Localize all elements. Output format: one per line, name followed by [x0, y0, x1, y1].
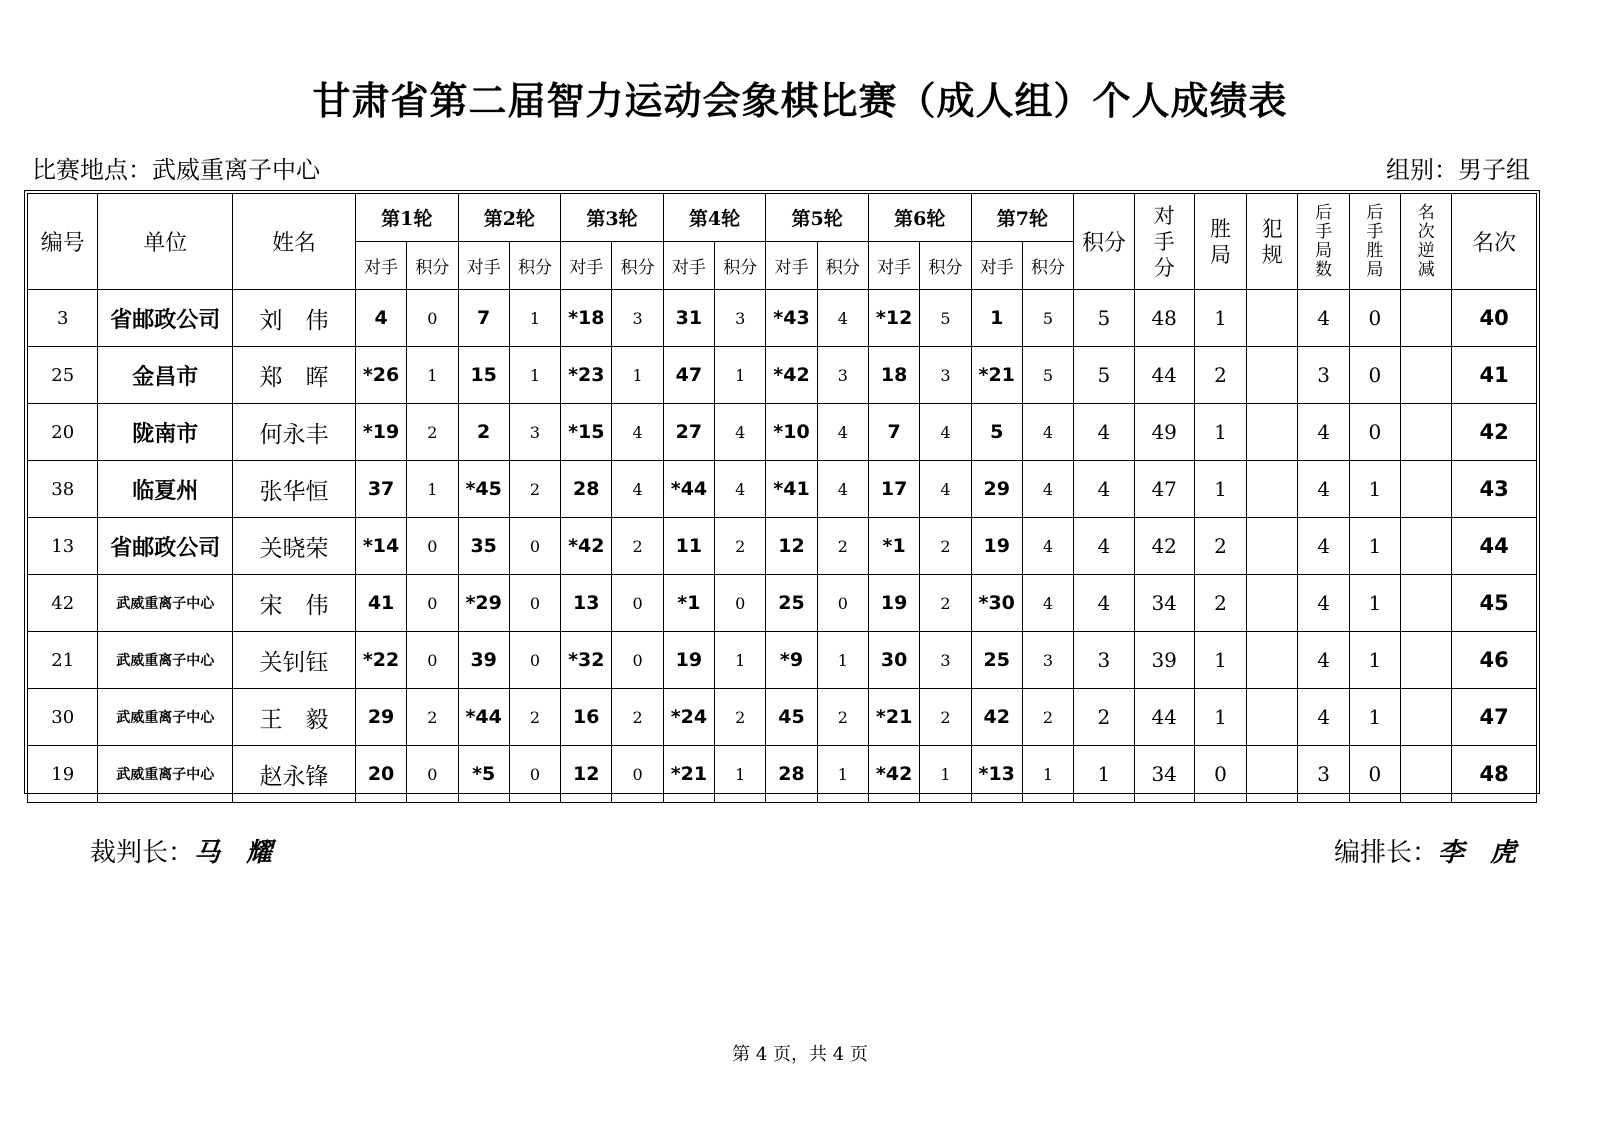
cell-round-6-points: 2: [920, 518, 971, 575]
venue-label: 比赛地点：武威重离子中心: [32, 156, 320, 184]
cell-round-5-points: 1: [817, 632, 868, 689]
cell-round-4-points: 2: [715, 689, 766, 746]
cell-id: 21: [28, 632, 98, 689]
cell-second-games: 3: [1298, 746, 1349, 803]
chief-referee: [90, 832, 272, 869]
cell-round-2-opponent: 39: [458, 632, 509, 689]
cell-round-4-points: 1: [715, 746, 766, 803]
cell-round-2-opponent: *44: [458, 689, 509, 746]
cell-name: 张华恒: [233, 461, 356, 518]
header-round-6: 第6轮: [868, 194, 971, 242]
results-table-frame: [24, 190, 1540, 794]
cell-id: 13: [28, 518, 98, 575]
table-row: [28, 461, 1537, 518]
cell-round-4-points: 1: [715, 347, 766, 404]
cell-round-5-points: 3: [817, 347, 868, 404]
header-r7-opponent: 对手: [971, 242, 1022, 290]
cell-round-3-opponent: 13: [561, 575, 612, 632]
cell-total: 4: [1074, 575, 1134, 632]
cell-round-3-opponent: *18: [561, 290, 612, 347]
header-r6-opponent: 对手: [868, 242, 919, 290]
cell-round-6-opponent: 30: [868, 632, 919, 689]
cell-second-wins: 1: [1349, 461, 1400, 518]
cell-round-4-opponent: *24: [663, 689, 714, 746]
cell-round-6-points: 3: [920, 632, 971, 689]
cell-rank-reverse: [1401, 632, 1452, 689]
cell-round-3-opponent: *42: [561, 518, 612, 575]
page-title: 甘肃省第二届智力运动会象棋比赛（成人组）个人成绩表: [312, 79, 1288, 123]
cell-unit: 武威重离子中心: [98, 575, 233, 632]
cell-round-2-points: 0: [509, 518, 560, 575]
cell-round-3-opponent: 28: [561, 461, 612, 518]
cell-round-2-opponent: 15: [458, 347, 509, 404]
cell-round-6-points: 2: [920, 689, 971, 746]
cell-round-1-opponent: 29: [355, 689, 406, 746]
cell-rank: 47: [1452, 689, 1537, 746]
cell-wins: 1: [1194, 404, 1246, 461]
cell-rank: 42: [1452, 404, 1537, 461]
cell-round-1-opponent: 37: [355, 461, 406, 518]
cell-total: 4: [1074, 518, 1134, 575]
table-row: [28, 746, 1537, 803]
cell-round-4-points: 2: [715, 518, 766, 575]
cell-round-4-points: 4: [715, 461, 766, 518]
header-round-1: 第1轮: [355, 194, 458, 242]
cell-opp-score: 49: [1134, 404, 1194, 461]
cell-round-7-opponent: *30: [971, 575, 1022, 632]
cell-second-wins: 0: [1349, 347, 1400, 404]
chief-referee-label: 裁判长：: [90, 838, 195, 868]
cell-name: 何永丰: [233, 404, 356, 461]
cell-round-5-points: 2: [817, 689, 868, 746]
cell-round-3-opponent: 12: [561, 746, 612, 803]
cell-total: 3: [1074, 632, 1134, 689]
cell-round-7-points: 4: [1022, 461, 1073, 518]
cell-id: 19: [28, 746, 98, 803]
cell-name: 关钊钰: [233, 632, 356, 689]
cell-unit: 武威重离子中心: [98, 632, 233, 689]
cell-second-games: 4: [1298, 404, 1349, 461]
cell-round-2-points: 2: [509, 689, 560, 746]
cell-round-1-points: 1: [407, 347, 458, 404]
table-row: [28, 347, 1537, 404]
header-r6-points: 积分: [920, 242, 971, 290]
cell-rank: 45: [1452, 575, 1537, 632]
cell-round-5-points: 4: [817, 461, 868, 518]
cell-round-3-points: 4: [612, 404, 663, 461]
cell-round-3-opponent: *32: [561, 632, 612, 689]
cell-round-5-opponent: 25: [766, 575, 817, 632]
header-r4-opponent: 对手: [663, 242, 714, 290]
cell-fouls: [1247, 461, 1298, 518]
cell-round-7-opponent: 42: [971, 689, 1022, 746]
cell-fouls: [1247, 575, 1298, 632]
group-label: 组别：男子组: [1386, 156, 1530, 184]
cell-second-games: 4: [1298, 689, 1349, 746]
cell-round-4-opponent: *1: [663, 575, 714, 632]
cell-rank: 41: [1452, 347, 1537, 404]
cell-round-2-opponent: 2: [458, 404, 509, 461]
header-round-4: 第4轮: [663, 194, 766, 242]
results-table: [27, 193, 1537, 803]
header-r3-points: 积分: [612, 242, 663, 290]
cell-round-2-opponent: *5: [458, 746, 509, 803]
cell-round-3-points: 1: [612, 347, 663, 404]
cell-round-7-points: 4: [1022, 518, 1073, 575]
cell-round-3-points: 2: [612, 518, 663, 575]
cell-name: 郑 晖: [233, 347, 356, 404]
cell-round-2-opponent: *45: [458, 461, 509, 518]
cell-round-4-opponent: *21: [663, 746, 714, 803]
cell-name: 王 毅: [233, 689, 356, 746]
cell-round-6-opponent: 17: [868, 461, 919, 518]
results-body: [28, 290, 1537, 803]
table-row: [28, 290, 1537, 347]
cell-round-5-opponent: *10: [766, 404, 817, 461]
cell-round-4-points: 1: [715, 632, 766, 689]
cell-round-2-points: 1: [509, 347, 560, 404]
cell-round-7-opponent: 1: [971, 290, 1022, 347]
cell-round-5-opponent: *41: [766, 461, 817, 518]
cell-opp-score: 44: [1134, 689, 1194, 746]
cell-opp-score: 39: [1134, 632, 1194, 689]
cell-rank: 44: [1452, 518, 1537, 575]
cell-round-6-opponent: *42: [868, 746, 919, 803]
cell-round-7-opponent: *21: [971, 347, 1022, 404]
cell-unit: 省邮政公司: [98, 290, 233, 347]
cell-total: 4: [1074, 461, 1134, 518]
cell-round-3-opponent: *15: [561, 404, 612, 461]
cell-wins: 1: [1194, 632, 1246, 689]
cell-rank-reverse: [1401, 461, 1452, 518]
cell-rank-reverse: [1401, 575, 1452, 632]
cell-round-3-points: 4: [612, 461, 663, 518]
cell-unit: 武威重离子中心: [98, 689, 233, 746]
cell-round-5-points: 1: [817, 746, 868, 803]
cell-round-4-opponent: 27: [663, 404, 714, 461]
cell-fouls: [1247, 404, 1298, 461]
cell-round-2-opponent: *29: [458, 575, 509, 632]
cell-wins: 2: [1194, 575, 1246, 632]
cell-id: 38: [28, 461, 98, 518]
cell-wins: 2: [1194, 518, 1246, 575]
cell-wins: 1: [1194, 461, 1246, 518]
cell-id: 20: [28, 404, 98, 461]
cell-opp-score: 34: [1134, 746, 1194, 803]
header-r1-points: 积分: [407, 242, 458, 290]
cell-round-2-points: 3: [509, 404, 560, 461]
cell-round-1-opponent: *14: [355, 518, 406, 575]
cell-round-1-points: 0: [407, 746, 458, 803]
cell-id: 3: [28, 290, 98, 347]
cell-round-5-opponent: 12: [766, 518, 817, 575]
cell-total: 4: [1074, 404, 1134, 461]
cell-round-3-opponent: *23: [561, 347, 612, 404]
cell-round-7-points: 4: [1022, 575, 1073, 632]
cell-rank-reverse: [1401, 746, 1452, 803]
cell-opp-score: 48: [1134, 290, 1194, 347]
cell-round-1-opponent: 4: [355, 290, 406, 347]
header-r2-points: 积分: [509, 242, 560, 290]
cell-round-5-opponent: *9: [766, 632, 817, 689]
cell-round-1-opponent: *22: [355, 632, 406, 689]
cell-round-5-opponent: *43: [766, 290, 817, 347]
cell-round-7-points: 2: [1022, 689, 1073, 746]
cell-fouls: [1247, 518, 1298, 575]
cell-round-6-opponent: 19: [868, 575, 919, 632]
header-unit: 单位: [98, 194, 233, 290]
cell-unit: 金昌市: [98, 347, 233, 404]
cell-rank-reverse: [1401, 347, 1452, 404]
cell-unit: 陇南市: [98, 404, 233, 461]
cell-opp-score: 47: [1134, 461, 1194, 518]
cell-round-1-opponent: *26: [355, 347, 406, 404]
cell-second-games: 4: [1298, 290, 1349, 347]
cell-second-wins: 1: [1349, 575, 1400, 632]
header-round-7: 第7轮: [971, 194, 1074, 242]
cell-round-1-opponent: 41: [355, 575, 406, 632]
cell-round-2-points: 2: [509, 461, 560, 518]
cell-round-4-points: 0: [715, 575, 766, 632]
cell-round-1-points: 0: [407, 290, 458, 347]
header-total: 积分: [1074, 194, 1134, 290]
cell-opp-score: 44: [1134, 347, 1194, 404]
cell-round-5-points: 4: [817, 290, 868, 347]
cell-wins: 0: [1194, 746, 1246, 803]
cell-round-5-points: 2: [817, 518, 868, 575]
header-round-3: 第3轮: [561, 194, 664, 242]
table-row: [28, 404, 1537, 461]
cell-round-4-points: 3: [715, 290, 766, 347]
header-r5-points: 积分: [817, 242, 868, 290]
header-r1-opponent: 对手: [355, 242, 406, 290]
cell-round-1-points: 1: [407, 461, 458, 518]
cell-round-1-points: 0: [407, 575, 458, 632]
cell-name: 关晓荣: [233, 518, 356, 575]
cell-round-2-points: 0: [509, 746, 560, 803]
header-r3-opponent: 对手: [561, 242, 612, 290]
cell-round-5-opponent: 28: [766, 746, 817, 803]
cell-round-7-points: 5: [1022, 290, 1073, 347]
cell-round-7-points: 1: [1022, 746, 1073, 803]
cell-round-1-points: 0: [407, 518, 458, 575]
header-r5-opponent: 对手: [766, 242, 817, 290]
cell-round-7-opponent: 29: [971, 461, 1022, 518]
cell-round-6-points: 5: [920, 290, 971, 347]
header-fouls: 犯规: [1247, 194, 1298, 290]
cell-round-3-points: 2: [612, 689, 663, 746]
cell-total: 5: [1074, 347, 1134, 404]
cell-round-4-opponent: 11: [663, 518, 714, 575]
chief-referee-name: 马 耀: [194, 838, 273, 868]
cell-round-2-opponent: 7: [458, 290, 509, 347]
cell-round-7-points: 5: [1022, 347, 1073, 404]
cell-round-7-opponent: 19: [971, 518, 1022, 575]
header-r7-points: 积分: [1022, 242, 1073, 290]
cell-round-3-points: 0: [612, 746, 663, 803]
table-row: [28, 632, 1537, 689]
cell-round-7-opponent: *13: [971, 746, 1022, 803]
cell-second-wins: 0: [1349, 290, 1400, 347]
cell-round-4-opponent: 31: [663, 290, 714, 347]
cell-round-2-points: 1: [509, 290, 560, 347]
cell-second-wins: 1: [1349, 518, 1400, 575]
header-second-games: 后手局数: [1298, 194, 1349, 290]
cell-unit: 临夏州: [98, 461, 233, 518]
header-r2-opponent: 对手: [458, 242, 509, 290]
cell-fouls: [1247, 347, 1298, 404]
cell-second-games: 4: [1298, 575, 1349, 632]
cell-second-wins: 0: [1349, 404, 1400, 461]
cell-second-wins: 1: [1349, 689, 1400, 746]
header-wins: 胜局: [1194, 194, 1246, 290]
cell-round-7-points: 4: [1022, 404, 1073, 461]
cell-rank: 43: [1452, 461, 1537, 518]
cell-round-6-points: 3: [920, 347, 971, 404]
header-r4-points: 积分: [715, 242, 766, 290]
cell-rank: 46: [1452, 632, 1537, 689]
cell-round-2-points: 0: [509, 632, 560, 689]
cell-rank: 40: [1452, 290, 1537, 347]
cell-id: 25: [28, 347, 98, 404]
cell-second-games: 4: [1298, 632, 1349, 689]
cell-fouls: [1247, 290, 1298, 347]
cell-round-6-points: 4: [920, 461, 971, 518]
cell-round-4-opponent: *44: [663, 461, 714, 518]
cell-rank-reverse: [1401, 290, 1452, 347]
header-second-wins: 后手胜局: [1349, 194, 1400, 290]
page-footer: 第 4 页，共 4 页: [732, 1044, 868, 1065]
cell-round-6-opponent: *21: [868, 689, 919, 746]
scheduler-name: 李 虎: [1437, 838, 1516, 868]
cell-round-6-points: 2: [920, 575, 971, 632]
cell-rank: 48: [1452, 746, 1537, 803]
cell-round-7-opponent: 5: [971, 404, 1022, 461]
table-row: [28, 518, 1537, 575]
cell-round-6-points: 1: [920, 746, 971, 803]
header-round-2: 第2轮: [458, 194, 561, 242]
cell-round-1-points: 2: [407, 689, 458, 746]
header-rank: 名次: [1452, 194, 1537, 290]
table-row: [28, 575, 1537, 632]
cell-rank-reverse: [1401, 689, 1452, 746]
cell-round-1-points: 0: [407, 632, 458, 689]
scheduler-label: 编排长：: [1333, 838, 1438, 868]
cell-round-3-points: 0: [612, 575, 663, 632]
cell-id: 42: [28, 575, 98, 632]
header-id: 编号: [28, 194, 98, 290]
cell-round-7-opponent: 25: [971, 632, 1022, 689]
cell-wins: 1: [1194, 689, 1246, 746]
cell-round-3-points: 3: [612, 290, 663, 347]
cell-round-2-points: 0: [509, 575, 560, 632]
cell-wins: 1: [1194, 290, 1246, 347]
cell-rank-reverse: [1401, 518, 1452, 575]
cell-second-games: 4: [1298, 518, 1349, 575]
cell-round-6-opponent: *12: [868, 290, 919, 347]
cell-fouls: [1247, 689, 1298, 746]
header-round-5: 第5轮: [766, 194, 869, 242]
header-rank-reverse: 名次逆减: [1401, 194, 1452, 290]
cell-round-5-opponent: *42: [766, 347, 817, 404]
cell-round-7-points: 3: [1022, 632, 1073, 689]
cell-id: 30: [28, 689, 98, 746]
cell-round-1-opponent: 20: [355, 746, 406, 803]
cell-round-5-opponent: 45: [766, 689, 817, 746]
cell-wins: 2: [1194, 347, 1246, 404]
cell-unit: 省邮政公司: [98, 518, 233, 575]
cell-round-1-points: 2: [407, 404, 458, 461]
cell-total: 2: [1074, 689, 1134, 746]
cell-round-6-opponent: 18: [868, 347, 919, 404]
cell-round-4-points: 4: [715, 404, 766, 461]
cell-second-games: 4: [1298, 461, 1349, 518]
cell-second-games: 3: [1298, 347, 1349, 404]
cell-round-2-opponent: 35: [458, 518, 509, 575]
cell-name: 刘 伟: [233, 290, 356, 347]
cell-round-4-opponent: 47: [663, 347, 714, 404]
header-name: 姓名: [233, 194, 356, 290]
cell-second-wins: 0: [1349, 746, 1400, 803]
table-row: [28, 689, 1537, 746]
cell-total: 1: [1074, 746, 1134, 803]
cell-fouls: [1247, 746, 1298, 803]
cell-round-3-points: 0: [612, 632, 663, 689]
cell-fouls: [1247, 632, 1298, 689]
cell-total: 5: [1074, 290, 1134, 347]
scheduler: [1334, 832, 1516, 869]
header-row-1: [28, 194, 1537, 242]
cell-round-3-opponent: 16: [561, 689, 612, 746]
cell-unit: 武威重离子中心: [98, 746, 233, 803]
cell-round-1-opponent: *19: [355, 404, 406, 461]
cell-round-5-points: 0: [817, 575, 868, 632]
cell-name: 赵永锋: [233, 746, 356, 803]
cell-round-5-points: 4: [817, 404, 868, 461]
header-opp-score: 对手分: [1134, 194, 1194, 290]
cell-round-6-opponent: *1: [868, 518, 919, 575]
cell-second-wins: 1: [1349, 632, 1400, 689]
cell-round-6-points: 4: [920, 404, 971, 461]
cell-round-4-opponent: 19: [663, 632, 714, 689]
cell-round-6-opponent: 7: [868, 404, 919, 461]
cell-name: 宋 伟: [233, 575, 356, 632]
cell-opp-score: 42: [1134, 518, 1194, 575]
cell-opp-score: 34: [1134, 575, 1194, 632]
cell-rank-reverse: [1401, 404, 1452, 461]
